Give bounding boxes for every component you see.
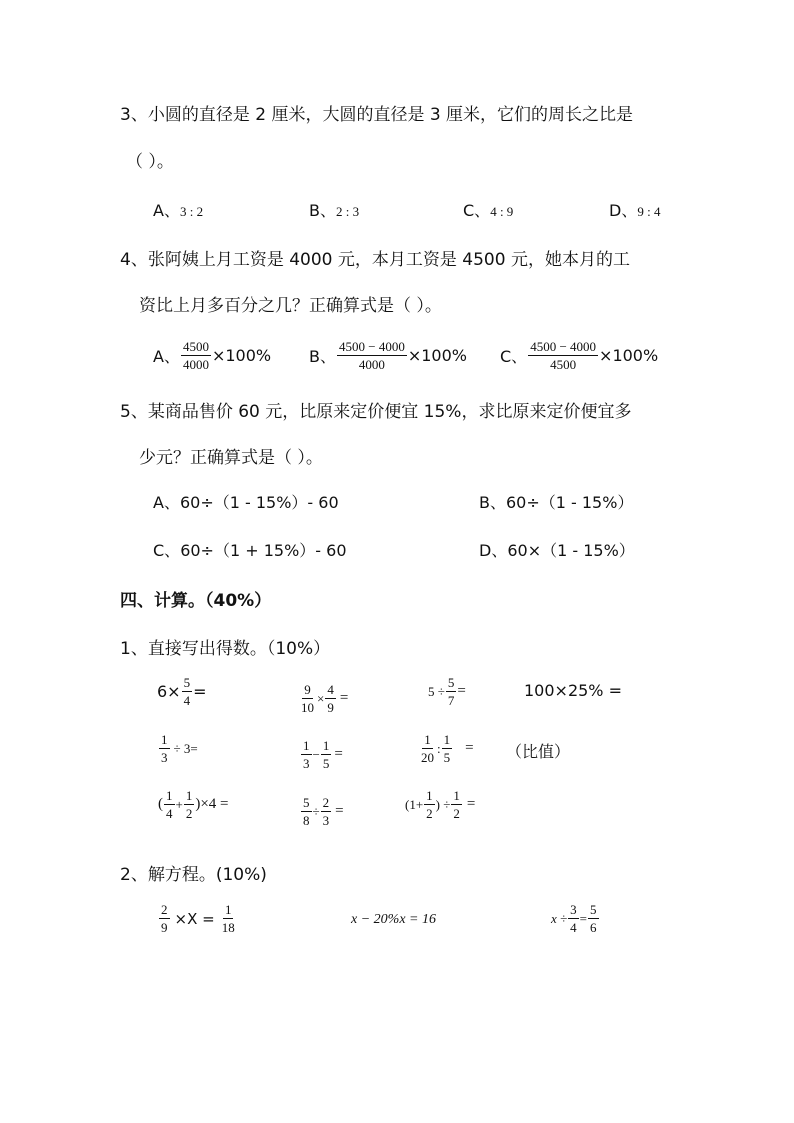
fraction: [220, 903, 237, 934]
calc-r1c1: [157, 676, 207, 707]
expr-text: =: [193, 682, 207, 701]
denominator: 7: [447, 693, 455, 708]
q3-option-c: [463, 198, 513, 221]
numerator: 4500 − 4000: [530, 339, 597, 354]
fraction: [424, 789, 435, 820]
denominator: 2: [426, 806, 433, 821]
denominator: 4: [183, 693, 191, 708]
fraction: [299, 683, 316, 714]
expr-text: 6×: [157, 682, 181, 701]
q5-option-b: [479, 490, 633, 513]
question-5-line-1: 5、某商品售价 60 元，比原来定价便宜 15%，求比原来定价便宜多: [120, 402, 632, 422]
fraction: [568, 903, 579, 934]
denominator: 6: [590, 920, 597, 935]
q5-option-c: [153, 538, 347, 561]
calc-r1c3: [428, 676, 466, 707]
calc-r3c2: [300, 796, 344, 827]
option-value: 60÷（1 + 15%）- 60: [180, 541, 347, 560]
calc-r3c3: [405, 789, 475, 820]
calc-r2c1: [158, 733, 198, 764]
numerator: 2: [161, 902, 168, 917]
fraction: [159, 733, 170, 764]
numerator: 1: [453, 788, 460, 803]
expr-text: =: [339, 690, 349, 706]
denominator: 4: [166, 806, 173, 821]
option-value: 3 : 2: [179, 204, 204, 219]
q5-option-d: [479, 538, 635, 561]
denominator: 3: [303, 756, 310, 771]
option-label: D、: [609, 201, 638, 220]
expr-text: (: [158, 796, 163, 812]
expr-text: =: [579, 910, 587, 926]
option-label: D、: [479, 541, 508, 560]
numerator: 4500: [182, 339, 209, 354]
numerator: 5: [447, 675, 455, 690]
numerator: 3: [570, 902, 577, 917]
denominator: 20: [421, 750, 434, 765]
fraction: [442, 733, 453, 764]
denominator: 9: [161, 920, 168, 935]
question-3-text: 3、小圆的直径是 2 厘米，大圆的直径是 3 厘米，它们的周长之比是: [120, 105, 634, 125]
operator: :: [437, 740, 441, 756]
calc-r2c2: [300, 739, 343, 770]
expr-text: =: [335, 803, 344, 819]
denominator: 4: [570, 920, 577, 935]
subsection-1-title: 1、直接写出得数。（10%）: [120, 639, 331, 659]
q4-option-c: [500, 340, 658, 371]
option-value: 60÷（1 - 15%）- 60: [179, 493, 339, 512]
fraction: [528, 340, 598, 371]
expr-text: )×4 =: [195, 796, 229, 812]
option-suffix: ×100%: [211, 346, 272, 365]
expr-text: =: [334, 746, 343, 762]
numerator: 1: [166, 788, 173, 803]
expr-text: x ÷: [551, 910, 568, 926]
equation-1: [158, 903, 238, 934]
expr-text: ) ÷: [435, 796, 451, 812]
calc-r2c3: [418, 733, 474, 764]
fraction: [419, 733, 436, 764]
fraction: [588, 903, 599, 934]
denominator: 9: [327, 700, 334, 715]
q3-option-d: [609, 198, 660, 221]
fraction: [321, 739, 332, 770]
option-label: B、: [479, 493, 506, 512]
numerator: 5: [303, 795, 310, 810]
q3-option-a: [153, 198, 203, 221]
operator: +: [175, 796, 183, 812]
fraction: [164, 789, 175, 820]
fraction: [181, 340, 211, 371]
option-label: A、: [153, 347, 180, 366]
question-4-line-1: 4、张阿姨上月工资是 4000 元，本月工资是 4500 元，她本月的工: [120, 250, 630, 270]
numerator: 5: [183, 675, 191, 690]
expr-text: ×X =: [174, 909, 215, 928]
expr-text: ÷ 3=: [173, 740, 198, 756]
question-3-answer-blank: （ ）。: [126, 152, 174, 172]
option-suffix: ×100%: [599, 346, 659, 365]
numerator: 1: [224, 902, 232, 917]
fraction: [301, 739, 312, 770]
operator: ×: [317, 690, 325, 706]
option-label: C、: [153, 541, 181, 560]
denominator: 2: [453, 806, 460, 821]
q4-option-a: [153, 340, 271, 371]
numerator: 1: [424, 732, 431, 747]
fraction: [159, 903, 170, 934]
denominator: 10: [301, 700, 314, 715]
option-value: 60×（1 - 15%）: [507, 541, 635, 560]
subsection-2-title: 2、解方程。(10%): [120, 865, 267, 885]
denominator: 8: [303, 813, 310, 828]
fraction: [321, 796, 332, 827]
option-label: B、: [309, 201, 336, 220]
calc-r3c1: [158, 789, 229, 820]
numerator: 1: [426, 788, 433, 803]
denominator: 2: [185, 806, 193, 821]
option-value: 2 : 3: [335, 204, 360, 219]
fraction: [451, 789, 462, 820]
denominator: 4500: [550, 357, 577, 372]
numerator: 4500 − 4000: [338, 339, 405, 354]
option-label: A、: [153, 493, 180, 512]
denominator: 5: [322, 756, 330, 771]
numerator: 5: [590, 902, 597, 917]
fraction: [184, 789, 195, 820]
calc-r1c4: 100×25% =: [524, 681, 622, 700]
expr-text: =: [465, 740, 474, 756]
option-label: A、: [153, 201, 180, 220]
expr-text: 5 ÷: [428, 683, 445, 699]
option-suffix: ×100%: [407, 346, 467, 365]
denominator: 18: [221, 920, 235, 935]
equation-3: [551, 903, 600, 934]
option-value: 9 : 4: [637, 204, 661, 219]
denominator: 3: [322, 813, 330, 828]
denominator: 4000: [358, 357, 385, 372]
calc-r1c2: [298, 683, 348, 714]
q4-option-b: [309, 340, 467, 371]
numerator: 1: [443, 732, 451, 747]
numerator: 1: [303, 738, 310, 753]
option-value: 4 : 9: [490, 204, 514, 219]
numerator: 2: [322, 795, 330, 810]
denominator: 4000: [182, 357, 209, 372]
operator: −: [312, 746, 320, 762]
denominator: 5: [443, 750, 451, 765]
fraction: [182, 676, 193, 707]
operator: ÷: [312, 803, 320, 819]
expr-text: =: [466, 796, 476, 812]
question-5-line-2: 少元？正确算式是（ ）。: [139, 448, 323, 468]
expr-text: (1+: [405, 796, 424, 812]
option-label: C、: [463, 201, 491, 220]
option-label: B、: [309, 347, 336, 366]
fraction: [337, 340, 407, 371]
expr-text: =: [457, 683, 466, 699]
numerator: 1: [185, 788, 193, 803]
fraction: [325, 683, 336, 714]
q3-option-b: [309, 198, 359, 221]
numerator: 1: [322, 738, 330, 753]
fraction: [301, 796, 312, 827]
question-4-line-2: 资比上月多百分之几？正确算式是（ ）。: [139, 296, 442, 316]
section-4-title: 四、计算。（40%）: [120, 591, 272, 611]
denominator: 3: [161, 750, 168, 765]
calc-r2c4: （比值）: [506, 742, 571, 761]
numerator: 1: [161, 732, 168, 747]
numerator: 4: [327, 682, 334, 697]
option-value: 60÷（1 - 15%）: [505, 493, 634, 512]
q5-option-a: [153, 490, 339, 513]
equation-2: x − 20%x = 16: [351, 912, 436, 927]
option-label: C、: [500, 347, 528, 366]
numerator: 9: [304, 682, 311, 697]
fraction: [446, 676, 457, 707]
